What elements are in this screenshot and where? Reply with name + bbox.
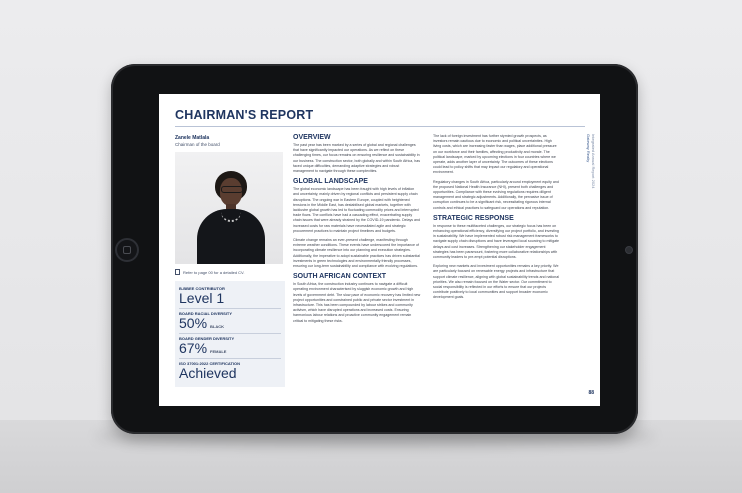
stats-panel [175,281,285,387]
section-heading: SOUTH AFRICAN CONTEXT [293,273,387,281]
tablet-screen [159,94,600,406]
section-heading: GLOBAL LANDSCAPE [293,178,368,186]
stat-label: B-BBEE CONTRIBUTOR [179,286,225,291]
page-title: CHAIRMAN'S REPORT [175,108,314,122]
section-paragraph: The global economic landscape has been fraught with high levels of inflation and uncertainty, mainly driven by regional conflicts and persistent supply chain disruptions. The ongoing war in Eastern Europe, coupled with heightened tensions in the Middle East, has destabilised global markets, together with lacklustre global growth has led to fluctuating commodity prices and interrupted trade flows. The conflicts have had a cascading effect, exacerbating supply chain issues that were already strained by the COVID-19 pandemic. Delays and increased costs for raw materials have necessitated agile and strategic procurement practices to maintain project timelines and budgets. [293,187,421,233]
chairman-photo [175,152,283,264]
section-heading: OVERVIEW [293,134,331,141]
side-tab-report: Integrated Annual Report 2024 [591,134,596,189]
stat-value: Achieved [179,365,237,381]
stat-label: ISO 37001:2022 CERTIFICATION [179,361,241,366]
stat-label: BOARD GENDER DIVERSITY [179,336,235,341]
section-paragraph: The lack of foreign investment has further stymied growth prospects, as investors remain cautious due to economic and political uncertainties. High living costs, which are increasing faster than wages, place additional pressure on our workforce and their families, affecting productivity and morale. The political landscape, marked by upcoming elections in four countries where we operate, adds another layer of uncertainty. The outcomes of these elections could lead to policy shifts that may impact our regulatory and operational environment. [433,134,557,175]
section-paragraph: The past year has been marked by a series of global and regional challenges that have significantly impacted our operations. As we reflect on these challenging times, our focus remains on ensuring resilience and sustainability in our business. The construction sector, both globally and within South Africa, has faced unique difficulties, demanding adaptive strategies and robust management to navigate through these complexities. [293,143,420,174]
section-heading: STRATEGIC RESPONSE [433,214,514,222]
stat-item [179,334,281,359]
section-paragraph: In South Africa, the construction industry continues to navigate a difficult operating environment characterised by sluggish economic growth and high levels of government debt. The slow pace of economic recovery has limited new project opportunities and constrained public and private sector investment in infrastructure. This has been compounded by labour strikes and community activism, which have disrupted operations and increased costs. Ensuring harmonious labour relations and proactive community engagement remain critical to mitigating these risks. [293,282,421,323]
chairman-name: Zanele Matlala [175,135,210,141]
stat-value: 67% [179,340,208,356]
camera-icon [625,246,633,254]
stat-item [179,309,281,334]
chairman-sidebar [175,135,285,387]
side-tab [586,134,596,254]
cv-reference[interactable] [175,269,285,275]
stat-item [179,359,281,383]
title-divider [175,126,585,127]
section-paragraph: Climate change remains an ever-present challenge, manifesting through extreme weather conditions. These events have underscored the importance of incorporating climate resilience into our planning and execution strategies. Additionally, the imperative to adopt sustainable practices has driven substantial investments in green technologies and environmentally friendly processes, ensuring our long-term sustainability and compliance with evolving regulations. [293,238,420,269]
home-button-icon[interactable] [115,238,139,262]
section-paragraph: In response to these multifaceted challenges, our strategic focus has been on enhancing operational efficiency, diversifying our project portfolio, and investing in sustainability. We have implemented robust risk management frameworks to navigate supply chain disruptions and have leveraged local sourcing to mitigate delays and cost increases. Strengthening our stakeholder engagement strategies has been paramount, fostering more collaborative relationships with community leaders to pre-empt potential disruptions. [433,223,560,260]
chairman-role: Chairman of the board [175,142,220,147]
stat-sub: FEMALE [210,349,227,354]
section-paragraph: Regulatory changes in South Africa, particularly around employment equity and the proposed National Health Insurance (NHI), present both challenges and opportunities. Compliance with these evolving regulations requires diligent management and strategic adjustments. Additionally, the pervasive issue of corruption continues to be a significant risk, necessitating rigorous internal controls and ethical practices to safeguard our operations and reputation. [433,179,559,210]
stat-value: Level 1 [179,290,225,306]
section-paragraph: Exploring new markets and investment opportunities remains a key priority. We are particularly focused on renewable energy projects and infrastructure that support climate resilience, aligning with global sustainability trends and national priorities. We also remain focused on the Water sector. Our commitment to social responsibility is reflected in our efforts to ensure that our projects contribute positively to local communities and support broader economic development goals. [433,264,560,300]
text-column-right [433,134,561,305]
stat-value: 50% [179,315,208,331]
side-tab-company: Gateway Realty [586,134,591,163]
stat-sub: BLACK [210,324,225,329]
stat-label: BOARD RACIAL DIVERSITY [179,311,233,316]
document-icon [175,269,180,275]
cv-reference-text: Refer to page 00 for a detailed CV. [183,269,245,275]
stat-item [179,284,281,309]
page-number: 88 [588,390,594,396]
text-column-middle [293,134,421,328]
